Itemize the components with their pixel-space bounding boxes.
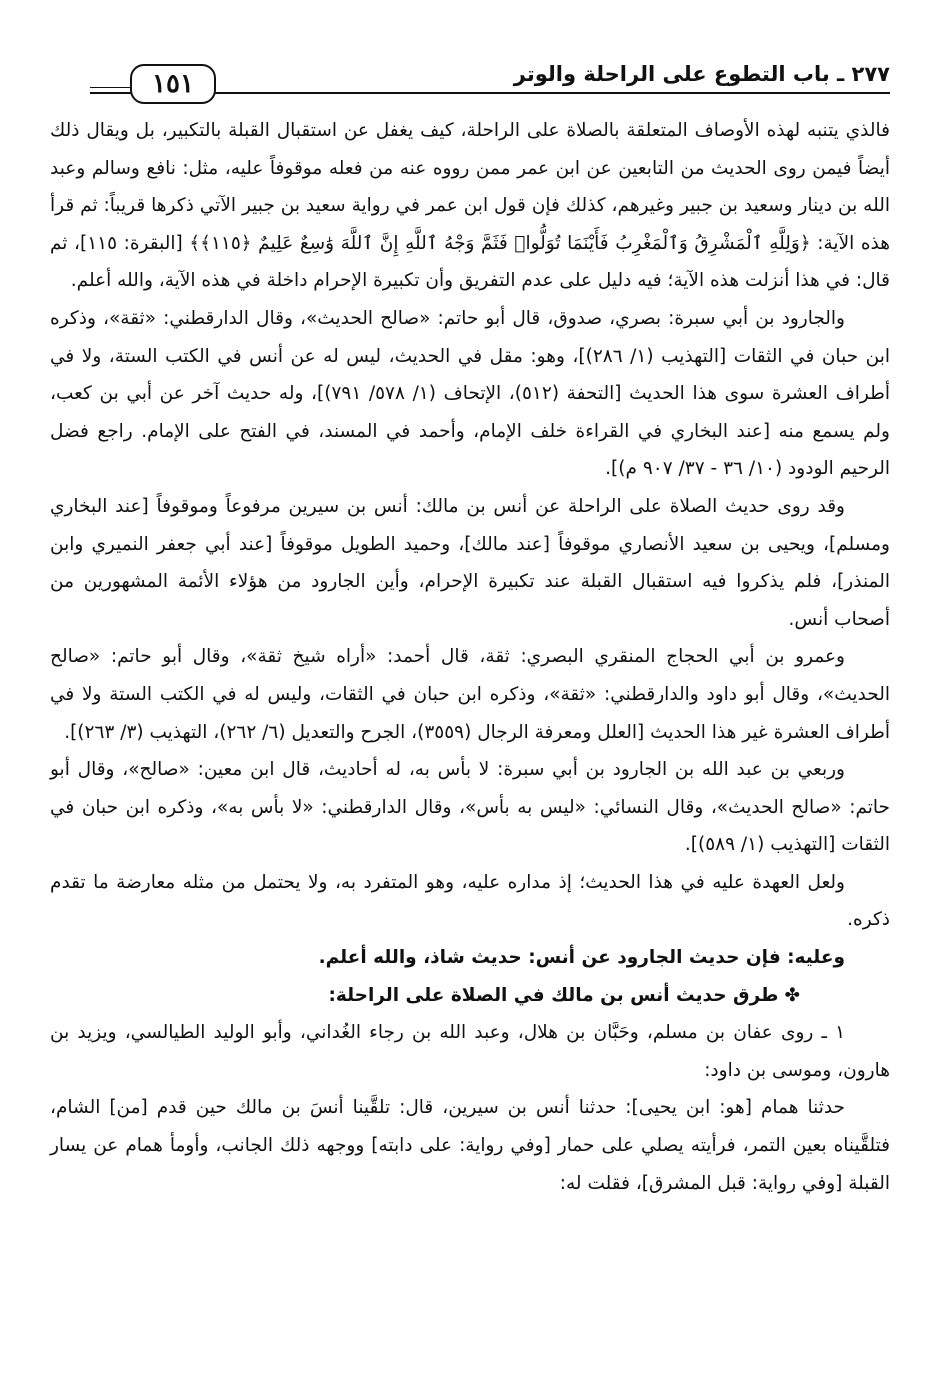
paragraph-3: وقد روى حديث الصلاة على الراحلة عن أنس بن مالك: أنس بن سيرين مرفوعاً وموقوفاً [عند البخاري ومسلم]، ويحيى بن سعيد الأنصاري موقوفاً [عند مالك]، وحميد الطويل موقوفاً [عند أبي جعفر النميري وابن المنذر]، فلم يذكروا فيه استقبال القبلة عند تكبيرة الإحرام، وأين الجارود من هؤلاء الأئمة المشهورين من أصحاب أنس. xyxy=(50,495,890,630)
paragraph-6: ولعل العهدة عليه في هذا الحديث؛ إذ مداره عليه، وهو المتفرد به، ولا يحتمل من مثله معارضة ما تقدم ذكره. xyxy=(50,871,890,931)
paragraph-4: وعمرو بن أبي الحجاج المنقري البصري: ثقة، قال أحمد: «أراه شيخ ثقة»، وقال أبو حاتم: «صالح الحديث»، وقال أبو داود والدارقطني: «ثقة»، وذكره ابن حبان في الثقات، وليس له في الكتب الستة ولا في أطراف العشرة غير هذا الحديث [العلل ومعرفة الرجال (٣٥٥٩)، الجرح والتعديل (٦/ ٢٦٢)، التهذيب (٣/ ٢٦٣)]. xyxy=(50,646,890,743)
section-heading xyxy=(50,977,890,1015)
body-text xyxy=(50,112,890,1202)
paragraph-7: ١ ـ روى عفان بن مسلم، وحَبَّان بن هلال، وعبد الله بن رجاء الغُداني، وأبو الوليد الطيالسي، ويزيد بن هارون، وموسى بن داود: xyxy=(50,1022,890,1081)
paragraph-5: وربعي بن عبد الله بن الجارود بن أبي سبرة: لا بأس به، له أحاديث، قال ابن معين: «صالح»، وقال أبو حاتم: «صالح الحديث»، وقال النسائي: «ليس به بأس»، وقال الدارقطني: «لا بأس به»، وذكره ابن حبان في الثقات [التهذيب (١/ ٥٨٩)]. xyxy=(50,759,890,856)
paragraph-2: والجارود بن أبي سبرة: بصري، صدوق، قال أبو حاتم: «صالح الحديث»، وقال الدارقطني: «ثقة»، وذكره ابن حبان في الثقات [التهذيب (١/ ٢٨٦)]، وهو: مقل في الحديث، ليس له عن أنس في الكتب الستة، ولا في أطراف العشرة سوى هذا الحديث [التحفة (٥١٢)، الإتحاف (١/ ٥٧٨/ ٧٩١)]، وله حديث آخر عن أبي بن كعب، ولم يسمع منه [عند البخاري في القراءة خلف الإمام، وأحمد في المسند، في الفتح على الإمام. راجع فضل الرحيم الودود (١٠/ ٣٦ - ٣٧/ ٩٠٧ م)]. xyxy=(50,307,890,480)
section-heading-text: طرق حديث أنس بن مالك في الصلاة على الراحلة: xyxy=(328,984,779,1006)
section-marker-icon: ✤ xyxy=(784,984,800,1006)
page-header xyxy=(90,58,890,98)
page-number: ١٥١ xyxy=(130,64,216,104)
conclusion: وعليه: فإن حديث الجارود عن أنس: حديث شاذ، والله أعلم. xyxy=(318,947,845,969)
paragraph-8: حدثنا همام [هو: ابن يحيى]: حدثنا أنس بن سيرين، قال: تلقَّينا أنسَ بن مالك حين قدم [من] الشام، فتلقَّيناه بعين التمر، فرأيته يصلي على حمار [وفي رواية: على دابته] ووجهه ذلك الجانب، وأومأ همام عن يسار القبلة [وفي رواية: قبل المشرق]، فقلت له: xyxy=(50,1097,890,1194)
paragraph-1: فالذي يتنبه لهذه الأوصاف المتعلقة بالصلاة على الراحلة، كيف يغفل عن استقبال القبلة بالتكبير، بل ويقال ذلك أيضاً فيمن روى الحديث من التابعين عن ابن عمر ممن رووه عنه من فعله موقوفاً عليه، مثل: نافع وسالم وعبد الله بن دينار وسعيد بن جبير وغيرهم، كذلك فإن قول ابن عمر في رواية سعيد بن جبير الآتي ذكرها قريباً: ثم قرأ هذه الآية: ﴿وَلِلَّهِ ٱلْمَشْرِقُ وَٱلْمَغْرِبُ فَأَيْنَمَا تُوَلُّوا۟ فَثَمَّ وَجْهُ ٱللَّهِ إِنَّ ٱللَّهَ وَٰسِعٌ عَلِيمٌ ﴿١١٥﴾﴾ [البقرة: ١١٥]، ثم قال: في هذا أنزلت هذه الآية؛ فيه دليل على عدم التفريق وأن تكبيرة الإحرام داخلة في هذه الآية، والله أعلم. xyxy=(50,120,890,292)
running-title: ٢٧٧ ـ باب التطوع على الراحلة والوتر xyxy=(513,62,890,86)
header-rule-left xyxy=(90,87,130,88)
